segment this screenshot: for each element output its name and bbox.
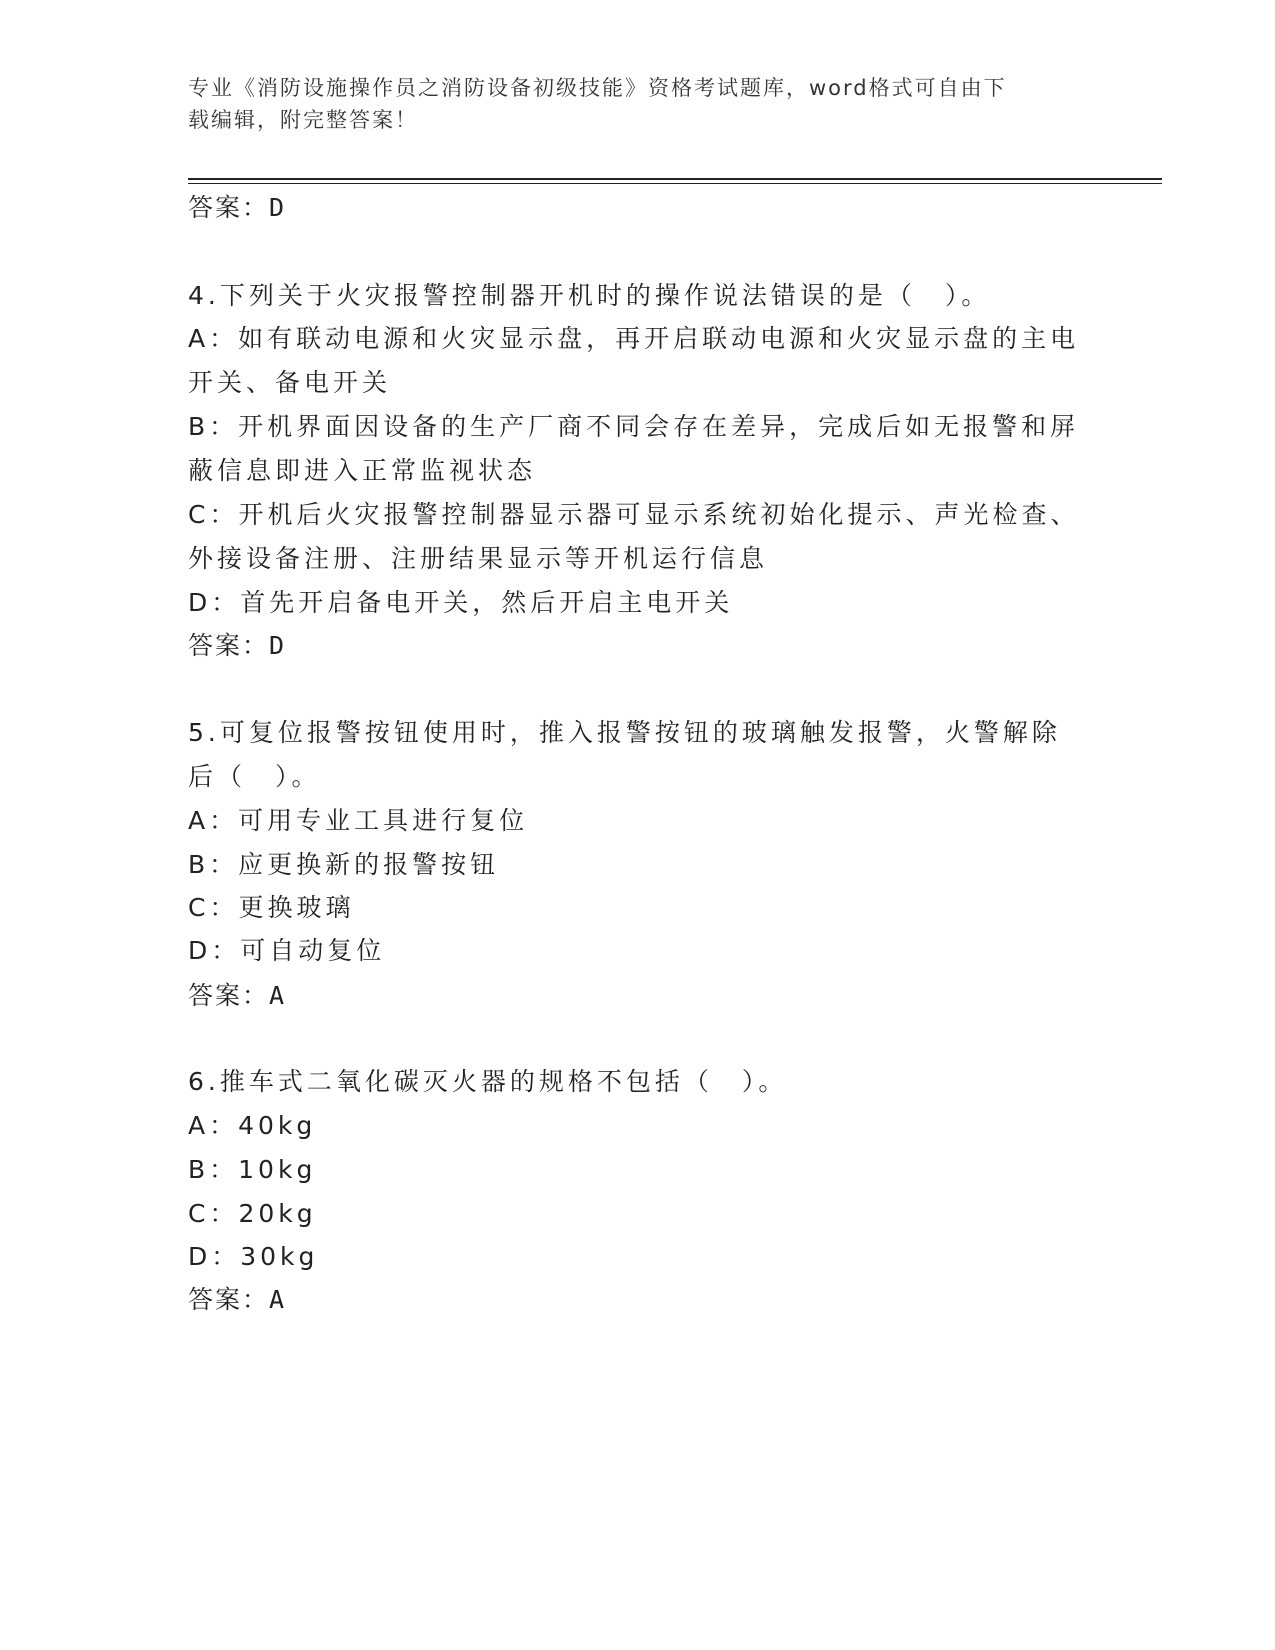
question-6-answer: 答案：A <box>188 1285 287 1314</box>
header-divider-thick <box>188 178 1162 180</box>
question-5-stem-line-2: 后（ ）。 <box>188 762 321 791</box>
question-5-option-a: A：可用专业工具进行复位 <box>188 806 529 835</box>
question-4-stem: 4.下列关于火灾报警控制器开机时的操作说法错误的是（ ）。 <box>188 281 991 310</box>
question-5-stem-line-1: 5.可复位报警按钮使用时，推入报警按钮的玻璃触发报警，火警解除 <box>188 718 1061 747</box>
question-5-option-b: B：应更换新的报警按钮 <box>188 850 500 879</box>
question-6-option-a: A：40kg <box>188 1111 317 1140</box>
answer-previous: 答案：D <box>188 193 287 222</box>
question-5-answer: 答案：A <box>188 981 287 1010</box>
question-6-option-d: D：30kg <box>188 1242 319 1271</box>
question-6-option-c: C：20kg <box>188 1199 317 1228</box>
page-header <box>188 72 1088 136</box>
question-6-option-b: B：10kg <box>188 1155 317 1184</box>
question-5-option-c: C：更换玻璃 <box>188 893 355 922</box>
question-4-option-d: D：首先开启备电开关，然后开启主电开关 <box>188 588 734 617</box>
header-divider-thin <box>188 183 1162 184</box>
header-line-2: 载编辑，附完整答案！ <box>188 108 418 132</box>
header-line-1: 专业《消防设施操作员之消防设备初级技能》资格考试题库，word格式可自由下 <box>188 76 1007 100</box>
question-4-option-b-line-1: B：开机界面因设备的生产厂商不同会存在差异，完成后如无报警和屏 <box>188 412 1080 441</box>
question-4-option-a-line-2: 开关、备电开关 <box>188 368 392 397</box>
question-5-option-d: D：可自动复位 <box>188 936 386 965</box>
question-4-option-c-line-2: 外接设备注册、注册结果显示等开机运行信息 <box>188 544 769 573</box>
question-4-option-a-line-1: A：如有联动电源和火灾显示盘，再开启联动电源和火灾显示盘的主电 <box>188 324 1080 353</box>
question-6-stem: 6.推车式二氧化碳灭火器的规格不包括（ ）。 <box>188 1067 788 1096</box>
question-4-answer: 答案：D <box>188 631 287 660</box>
question-4-option-b-line-2: 蔽信息即进入正常监视状态 <box>188 456 537 485</box>
question-4-option-c-line-1: C：开机后火灾报警控制器显示器可显示系统初始化提示、声光检查、 <box>188 500 1080 529</box>
